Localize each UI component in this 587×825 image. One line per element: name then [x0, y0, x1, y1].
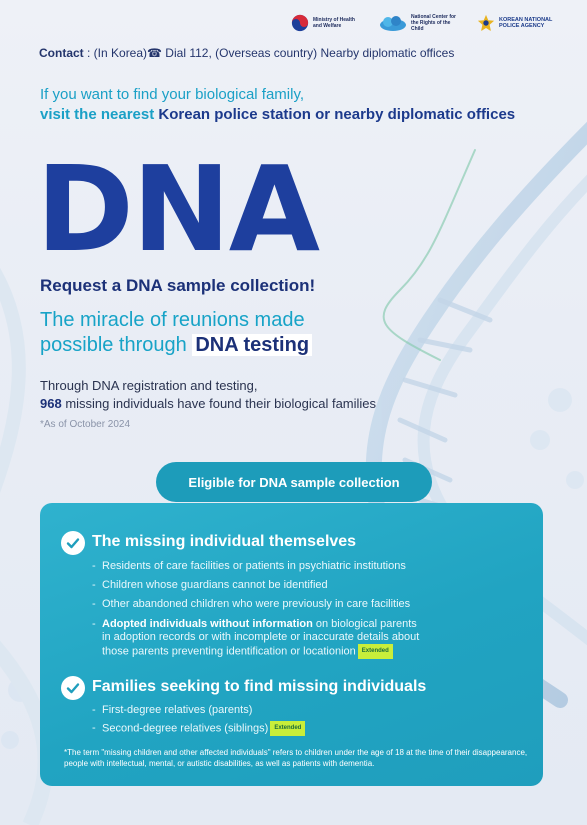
- ncrc-logo: [379, 14, 463, 32]
- footnote: *The term "missing children and other affected individuals" refers to children under the age of 18 at the time of their disappearance, people with intellectual, mental, or autistic disabilities, as well as patients with dementia.: [64, 748, 528, 768]
- section-1-title: The missing individual themselves: [92, 533, 357, 550]
- ncrc-logo-text: National Center for the Rights of the Child: [411, 14, 457, 32]
- check-icon: [61, 676, 85, 700]
- extended-badge: Extended: [358, 644, 393, 659]
- as-of-note: *As of October 2024: [40, 419, 131, 430]
- contact-text: : (In Korea)☎ Dial 112, (Overseas country) Nearby diplomatic offices: [83, 46, 455, 60]
- police-logo: [477, 14, 557, 32]
- miracle-highlight: DNA testing: [192, 334, 312, 356]
- list-item: - Children whose guardians cannot be identified: [92, 579, 328, 591]
- eligibility-panel: [40, 503, 543, 786]
- eligible-heading-pill: Eligible for DNA sample collection: [156, 462, 432, 502]
- check-icon: [61, 531, 85, 555]
- list-item: - Second-degree relatives (siblings) Extended: [92, 721, 472, 736]
- contact-line: [39, 46, 454, 60]
- miracle-line-2-prefix: possible through: [40, 334, 193, 356]
- police-logo-text: KOREAN NATIONAL POLICE AGENCY: [499, 17, 553, 29]
- taegeuk-icon: [291, 14, 309, 32]
- intro-line-2: [40, 106, 515, 123]
- intro-line-2-light: visit the nearest: [40, 106, 159, 123]
- dna-headline: DNA: [36, 140, 319, 278]
- ministry-logo: [291, 14, 365, 32]
- ministry-logo-text: Ministry of Health and Welfare: [313, 17, 355, 29]
- stats-line-2-rest: missing individuals have found their biological families: [61, 396, 377, 411]
- police-emblem-icon: [477, 14, 495, 32]
- list-item: - Other abandoned children who were previously in care facilities: [92, 598, 411, 610]
- intro-line-1: If you want to find your biological family,: [40, 86, 305, 103]
- section-2-title: Families seeking to find missing individuals: [92, 678, 427, 695]
- stats-line-2: [40, 396, 376, 411]
- request-heading: Request a DNA sample collection!: [40, 276, 316, 295]
- stats-count: 968: [40, 396, 62, 411]
- miracle-line-2: [40, 334, 312, 357]
- list-item: - Residents of care facilities or patients in psychiatric institutions: [92, 560, 406, 572]
- list-item: - First-degree relatives (parents): [92, 704, 253, 716]
- miracle-line-1: The miracle of reunions made: [40, 309, 305, 331]
- adopted-bold: Adopted individuals without information: [102, 618, 313, 630]
- cloud-icon: [379, 14, 407, 32]
- stats-line-1: Through DNA registration and testing,: [40, 378, 258, 393]
- intro-line-2-dark: Korean police station or nearby diplomatic offices: [158, 106, 516, 123]
- extended-badge: Extended: [270, 721, 305, 736]
- contact-label: Contact: [39, 46, 84, 60]
- agency-logos: [291, 14, 557, 32]
- list-item-adopted: - Adopted individuals without information on biological parents in adoption records or with incomplete or inaccurate details about those parents preventing identification or locationion Extended: [92, 618, 420, 658]
